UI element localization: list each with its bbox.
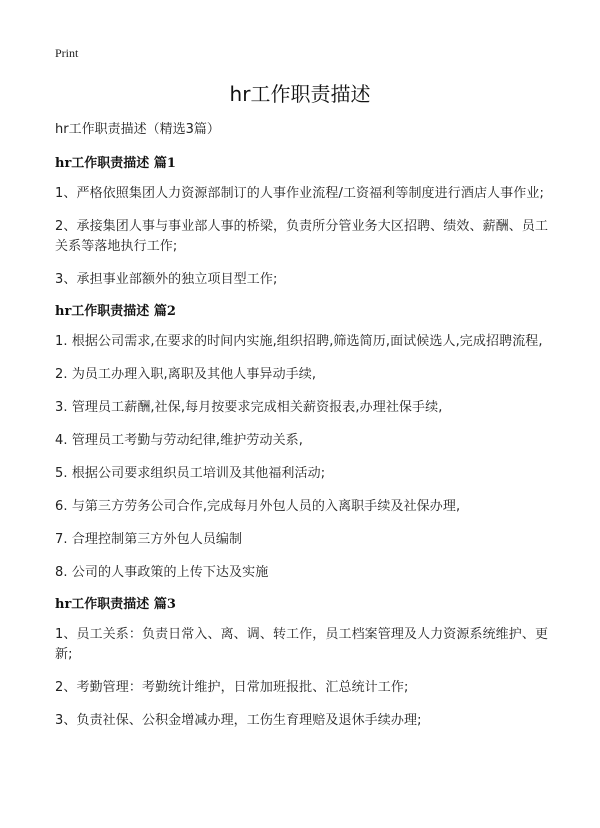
list-item: 2、承接集团人事与事业部人事的桥梁，负责所分管业务大区招聘、绩效、薪酬、员工关系等落地执行工作;	[55, 219, 549, 254]
document-subtitle: hr工作职责描述（精选3篇）	[55, 122, 220, 137]
list-item: 1. 根据公司需求,在要求的时间内实施,组织招聘,筛选简历,面试候选人,完成招聘流程,	[55, 334, 543, 349]
list-item: 3、承担事业部额外的独立项目型工作;	[55, 272, 278, 287]
section-3	[55, 596, 550, 731]
section-2	[55, 303, 550, 583]
list-item: 3、负责社保、公积金增减办理，工伤生育理赔及退休手续办理;	[55, 713, 422, 728]
list-item: 2、考勤管理：考勤统计维护，日常加班报批、汇总统计工作;	[55, 680, 409, 695]
list-item: 5. 根据公司要求组织员工培训及其他福利活动;	[55, 466, 326, 481]
section-heading: hr工作职责描述 篇3	[55, 597, 176, 612]
list-item: 1、严格依照集团人力资源部制订的人事作业流程/工资福利等制度进行酒店人事作业;	[55, 186, 544, 201]
list-item: 2. 为员工办理入职,离职及其他人事异动手续,	[55, 367, 317, 382]
list-item: 1、员工关系：负责日常入、离、调、转工作，员工档案管理及人力资源系统维护、更新;	[55, 627, 549, 662]
list-item: 6. 与第三方劳务公司合作,完成每月外包人员的入离职手续及社保办理,	[55, 499, 461, 514]
list-item: 4. 管理员工考勤与劳动纪律,维护劳动关系,	[55, 433, 304, 448]
document-content	[55, 121, 550, 744]
list-item: 7. 合理控制第三方外包人员编制	[55, 532, 243, 547]
print-label[interactable]: Print	[55, 46, 79, 60]
section-heading: hr工作职责描述 篇2	[55, 304, 176, 319]
list-item: 3. 管理员工薪酬,社保,每月按要求完成相关薪资报表,办理社保手续,	[55, 400, 443, 415]
list-item: 8. 公司的人事政策的上传下达及实施	[55, 565, 269, 580]
document-title: hr工作职责描述	[229, 82, 371, 106]
section-heading: hr工作职责描述 篇1	[55, 156, 176, 171]
section-1	[55, 155, 550, 290]
